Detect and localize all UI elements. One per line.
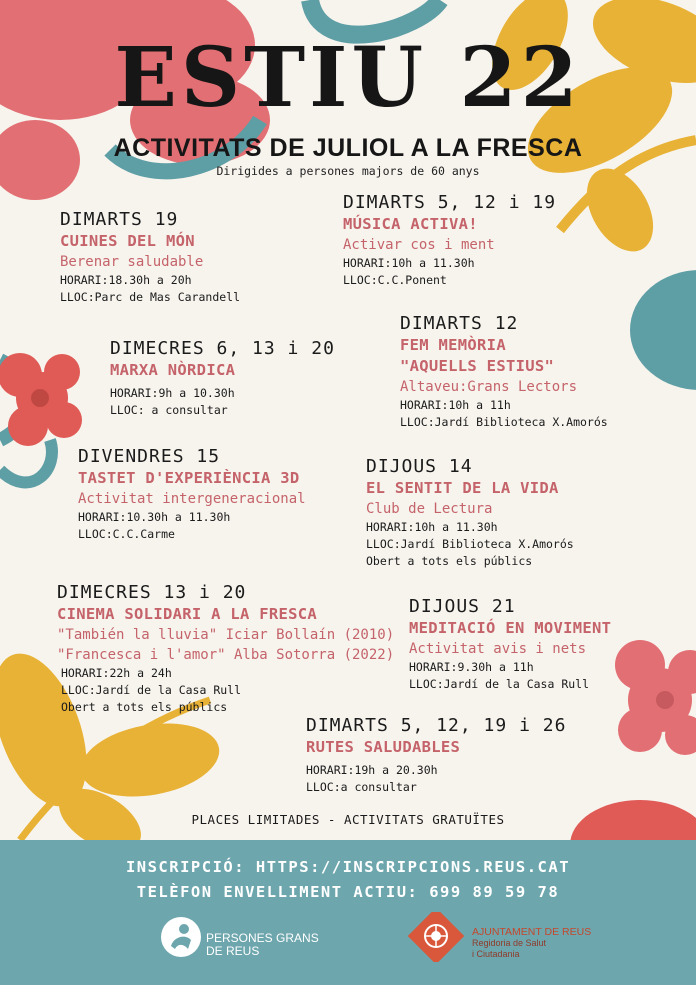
event-description: Altaveu:Grans Lectors bbox=[400, 379, 578, 395]
event-fem-memoria bbox=[400, 312, 608, 431]
event-schedule: HORARI:18.30h a 20h bbox=[60, 273, 192, 287]
event-film-2: "Francesca i l'amor" Alba Sotorra (2022) bbox=[57, 647, 395, 663]
event-schedule: HORARI:19h a 20.30h bbox=[306, 763, 438, 777]
event-name-line2: "AQUELLS ESTIUS" bbox=[400, 357, 555, 375]
event-musica-activa bbox=[343, 191, 556, 289]
event-film-1: "También la lluvia" Iciar Bollaín (2010) bbox=[57, 627, 395, 643]
event-schedule: HORARI:9h a 10.30h bbox=[110, 386, 235, 400]
event-location: LLOC:Jardí de la Casa Rull bbox=[61, 683, 242, 697]
event-description: Activitat avis i nets bbox=[409, 641, 587, 657]
event-day: DIVENDRES 15 bbox=[78, 446, 221, 467]
event-description: Activitat intergeneracional bbox=[78, 491, 306, 507]
logo-right-line2: Regidoria de Salut bbox=[472, 938, 547, 948]
event-el-sentit-de-la-vida bbox=[366, 455, 574, 570]
event-location: LLOC:Jardí Biblioteca X.Amorós bbox=[366, 537, 574, 551]
event-schedule: HORARI:22h a 24h bbox=[61, 666, 172, 680]
event-cinema-solidari bbox=[57, 581, 394, 716]
places-limited-notice: PLACES LIMITADES - ACTIVITATS GRATUÏTES bbox=[191, 812, 505, 827]
inscription-link[interactable]: INSCRIPCIÓ: HTTPS://INSCRIPCIONS.REUS.CAT bbox=[125, 858, 571, 876]
event-name: MEDITACIÓ EN MOVIMENT bbox=[409, 619, 612, 637]
event-cuines-del-mon bbox=[60, 208, 240, 306]
audience-note: Dirigides a persones majors de 60 anys bbox=[216, 164, 480, 178]
logo-left-line1: PERSONES GRANS bbox=[206, 931, 319, 945]
event-name: EL SENTIT DE LA VIDA bbox=[366, 479, 559, 497]
red-flower-left bbox=[0, 353, 82, 482]
event-location: LLOC:C.C.Ponent bbox=[343, 273, 447, 287]
event-tastet-experiencia-3d bbox=[78, 445, 306, 543]
event-day: DIJOUS 21 bbox=[409, 596, 516, 617]
event-day: DIMARTS 5, 12, 19 i 26 bbox=[306, 715, 567, 736]
event-day: DIMARTS 19 bbox=[60, 209, 179, 230]
event-location: LLOC:Parc de Mas Carandell bbox=[60, 290, 241, 304]
poster-title: ESTIU 22 bbox=[114, 30, 582, 126]
poster-subtitle: ACTIVITATS DE JULIOL A LA FRESCA bbox=[113, 134, 583, 162]
event-location: LLOC:Jardí de la Casa Rull bbox=[409, 677, 590, 691]
event-name: TASTET D'EXPERIÈNCIA 3D bbox=[78, 469, 300, 487]
event-audience: Obert a tots els públics bbox=[61, 700, 228, 714]
event-day: DIJOUS 14 bbox=[366, 456, 473, 477]
event-marxa-nordica bbox=[110, 337, 335, 419]
event-name: RUTES SALUDABLES bbox=[306, 738, 461, 756]
event-description: Berenar saludable bbox=[60, 254, 204, 270]
event-meditacio-en-moviment bbox=[409, 595, 611, 693]
event-description: Club de Lectura bbox=[366, 501, 493, 517]
event-schedule: HORARI:10h a 11.30h bbox=[366, 520, 498, 534]
persones-grans-logo-icon bbox=[160, 916, 202, 958]
event-location: LLOC: a consultar bbox=[110, 403, 228, 417]
event-location: LLOC:a consultar bbox=[306, 780, 417, 794]
event-rutes-saludables bbox=[306, 714, 566, 796]
event-name: CINEMA SOLIDARI A LA FRESCA bbox=[57, 605, 318, 623]
logo-right-line1: AJUNTAMENT DE REUS bbox=[472, 926, 592, 938]
teal-circle-right bbox=[630, 270, 696, 390]
pink-flower-bottom-right bbox=[615, 640, 696, 755]
event-day: DIMARTS 12 bbox=[400, 313, 519, 334]
event-name: MÚSICA ACTIVA! bbox=[343, 215, 478, 233]
event-day: DIMARTS 5, 12 i 19 bbox=[343, 192, 557, 213]
logo-right-line3: i Ciutadania bbox=[472, 949, 520, 959]
event-name: CUINES DEL MÓN bbox=[60, 232, 195, 250]
reus-shield-icon bbox=[408, 912, 464, 962]
event-name: FEM MEMÒRIA bbox=[400, 336, 506, 354]
event-day: DIMECRES 6, 13 i 20 bbox=[110, 338, 335, 359]
event-description: Activar cos i ment bbox=[343, 237, 495, 253]
event-audience: Obert a tots els públics bbox=[366, 554, 533, 568]
event-location: LLOC:Jardí Biblioteca X.Amorós bbox=[400, 415, 608, 429]
event-schedule: HORARI:10.30h a 11.30h bbox=[78, 510, 231, 524]
event-location: LLOC:C.C.Carme bbox=[78, 527, 175, 541]
logo-left-line2: DE REUS bbox=[206, 944, 260, 958]
phone-line: TELÈFON ENVELLIMENT ACTIU: 699 89 59 78 bbox=[136, 883, 560, 901]
event-schedule: HORARI:10h a 11h bbox=[400, 398, 511, 412]
event-day: DIMECRES 13 i 20 bbox=[57, 582, 247, 603]
event-schedule: HORARI:9.30h a 11h bbox=[409, 660, 534, 674]
event-name: MARXA NÒRDICA bbox=[110, 361, 236, 379]
event-schedule: HORARI:10h a 11.30h bbox=[343, 256, 475, 270]
